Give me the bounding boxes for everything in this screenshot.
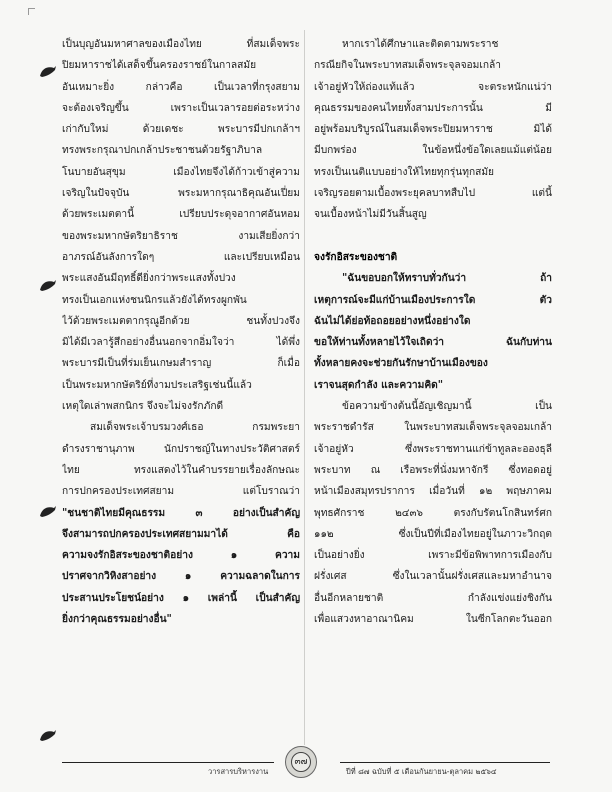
page-number-badge	[285, 746, 317, 778]
body-line: พระบารมีเป็นที่ร่มเย็นเกษมสำราญ ก็เมื่อ	[62, 358, 300, 370]
section-heading: จงรักอิสระของชาติ	[314, 251, 398, 263]
body-line: โนบายอันสุขุม เมืองไทยจึงได้ก้าวเข้าสู่ความ	[62, 166, 300, 178]
body-line: พระบาท ณ เรือพระที่นั่งมหาจักรี ซึ่งทอดอยู่	[314, 464, 552, 476]
body-line: อยู่พร้อมบริบูรณ์ในสมเด็จพระปิยมหาราช มิได้	[314, 124, 552, 136]
body-line: ทรงพระกรุณาปกเกล้าประชาชนด้วยรัฐาภิบาล	[62, 145, 263, 157]
body-line: อันเหมาะยิ่ง กล่าวคือ เป็นเวลาที่กรุงสยาม	[62, 81, 300, 93]
page-footer	[0, 742, 612, 782]
quote-line: "ฉันขอบอกให้ทราบทั่วกันว่า ถ้า	[342, 273, 552, 285]
quote-line: ความจงรักอิสระของชาติอย่าง ๑ ความ	[62, 550, 300, 562]
body-line: อื่นอีกหลายชาติ กำลังแข่งแย่งชิงกัน	[314, 592, 552, 604]
body-line: ทรงเป็นเนติแบบอย่างให้ไทยทุกรุ่นทุกสมัย	[314, 166, 495, 178]
body-line: กรณียกิจในพระบาทสมเด็จพระจุลจอมเกล้า	[314, 60, 501, 72]
body-line: ๑๑๒ ซึ่งเป็นปีที่เมืองไทยอยู่ในภาวะวิกฤต	[314, 528, 552, 540]
crop-mark	[28, 8, 35, 15]
body-line: เจ้าอยู่หัวให้ถ่องแท้แล้ว จะตระหนักแน่ว่า	[314, 81, 552, 93]
quote-line: ฉันไม่ได้ย่อท้อถอยอย่างหนึ่งอย่างใด	[314, 315, 471, 327]
body-line: พระแสงอันมีฤทธิ์ดียิ่งกว่าพระแสงทั้งปวง	[62, 273, 236, 285]
body-line: ด้วยพระเมตตานี้ เปรียบประดุจอากาศอันหอม	[62, 209, 300, 221]
body-line: เพื่อแสวงหาอาณานิคม ในซีกโลกตะวันออก	[314, 614, 552, 626]
quote-line: ยิ่งกว่าคุณธรรมอย่างอื่น"	[62, 614, 172, 626]
body-line: เหตุใดเล่าพสกนิกร จึงจะไม่จงรักภักดี	[62, 401, 224, 413]
bird-ornament-icon	[38, 64, 58, 80]
quote-line: ประสานประโยชน์อย่าง ๑ เพล่านี้ เป็นสำคัญ	[62, 592, 300, 604]
body-line: เจ้าอยู่หัว ซึ่งพระราชทานแก่ข้าทูลละอองธุลี	[314, 443, 552, 455]
body-line: ไว้ด้วยพระเมตตากรุณูอีกด้วย ชนทั้งปวงจึง	[62, 315, 300, 327]
column-divider	[304, 30, 305, 745]
right-column	[314, 34, 552, 630]
quote-line: เราจนสุดกำลัง และความคิด"	[314, 379, 444, 391]
footer-rule	[62, 762, 274, 763]
bird-ornament-icon	[38, 504, 58, 520]
body-line: มิได้มีเวลารู้สึกอย่างอื่นนอกจากอิ่มใจว่า ได้พึ่ง	[62, 337, 300, 349]
body-line: เป็นอย่างยิ่ง เพราะมีข้อพิพาทการเมืองกับ	[314, 550, 552, 562]
body-line: หน้าเมืองสมุทรปราการ เมื่อวันที่ ๑๒ พฤษภาคม	[314, 486, 552, 498]
body-line: พระราชดำรัส ในพระบาทสมเด็จพระจุลจอมเกล้า	[314, 422, 552, 434]
quote-line: ทั้งหลายคงจะช่วยกันรักษาบ้านเมืองของ	[314, 358, 488, 370]
spacer	[314, 226, 552, 247]
body-line: เป็นบุญอันมหาศาลของเมืองไทย ที่สมเด็จพระ	[62, 39, 300, 50]
quote-line: ขอให้ท่านทั้งหลายไว้ใจเถิดว่า ฉันกับท่าน	[314, 337, 552, 349]
page-number: ๓๗	[291, 752, 311, 772]
body-line: เจริญรอยตามเบื้องพระยุคลบาทสืบไป แต่นี้	[314, 188, 552, 200]
body-line: พุทธศักราช ๒๔๓๖ ตรงกับรัตนโกสินทร์ศก	[314, 507, 552, 519]
body-line: หากเราได้ศึกษาและติดตามพระราช	[342, 39, 499, 50]
body-line: จนเบื้องหน้าไม่มีวันสิ้นสูญ	[314, 209, 427, 221]
footer-issue-info: ปีที่ ๘๗ ฉบับที่ ๕ เดือนกันยายน-ตุลาคม ๒๕๖๔	[346, 767, 497, 776]
body-line: ไทย ทรงแสดงไว้ในคำบรรยายเรื่องลักษณะ	[62, 464, 300, 476]
body-line: ปิยมหาราชได้เสด็จขึ้นครองราชย์ในกาลสมัย	[62, 60, 257, 72]
body-line: ข้อความข้างต้นนี้อัญเชิญมานี้ เป็น	[342, 401, 552, 413]
footer-publication-name: วารสารบริหารงาน	[208, 767, 269, 776]
quote-line: จึงสามารถปกครองประเทศสยามมาได้ คือ	[62, 528, 300, 540]
body-line: เก่ากับใหม่ ด้วยเดชะ พระบารมีปกเกล้าฯ	[62, 124, 300, 136]
quote-line: เหตุการณ์จะมีแก่บ้านเมืองประการใด ตัว	[314, 294, 552, 306]
body-line: ดำรงราชานุภาพ นักปราชญ์ในทางประวัติศาสตร์	[62, 443, 300, 455]
body-line: เป็นพระมหากษัตริย์ที่งามประเสริฐเช่นนี้แล้ว	[62, 379, 252, 391]
quote-line: ปราศจากวิหิงสาอย่าง ๑ ความฉลาดในการ	[62, 571, 300, 583]
body-line: มีบกพร่อง ในข้อหนึ่งข้อใดเลยแม้แต่น้อย	[314, 145, 552, 157]
body-line: ทรงเป็นเอกแห่งชนนิกรแล้วยังได้ทรงผูกพัน	[62, 294, 247, 306]
bird-ornament-icon	[38, 278, 58, 294]
left-column	[62, 34, 300, 630]
footer-rule	[340, 762, 550, 763]
body-line: เจริญในปัจจุบัน พระมหากรุณาธิคุณอันเปี่ยม	[62, 188, 300, 200]
body-line: ของพระมหากษัตริยาธิราช งามเสียยิ่งกว่า	[62, 230, 300, 242]
body-line: อาภรณ์อันลังการใดๆ และเปรียบเหมือน	[62, 251, 300, 263]
quote-line: "ชนชาติไทยมีคุณธรรม ๓ อย่างเป็นสำคัญ	[62, 507, 300, 519]
body-line: คุณธรรมของคนไทยทั้งสามประการนั้น มี	[314, 102, 552, 114]
body-line: จะต้องเจริญขึ้น เพราะเป็นเวลารอยต่อระหว่าง	[62, 102, 300, 114]
body-line: สมเด็จพระเจ้าบรมวงศ์เธอ กรมพระยา	[90, 422, 300, 434]
body-line: การปกครองประเทศสยาม แต่โบราณว่า	[62, 486, 300, 498]
body-line: ฝรั่งเศส ซึ่งในเวลานั้นฝรั่งเศสและมหาอำนาจ	[314, 571, 552, 583]
